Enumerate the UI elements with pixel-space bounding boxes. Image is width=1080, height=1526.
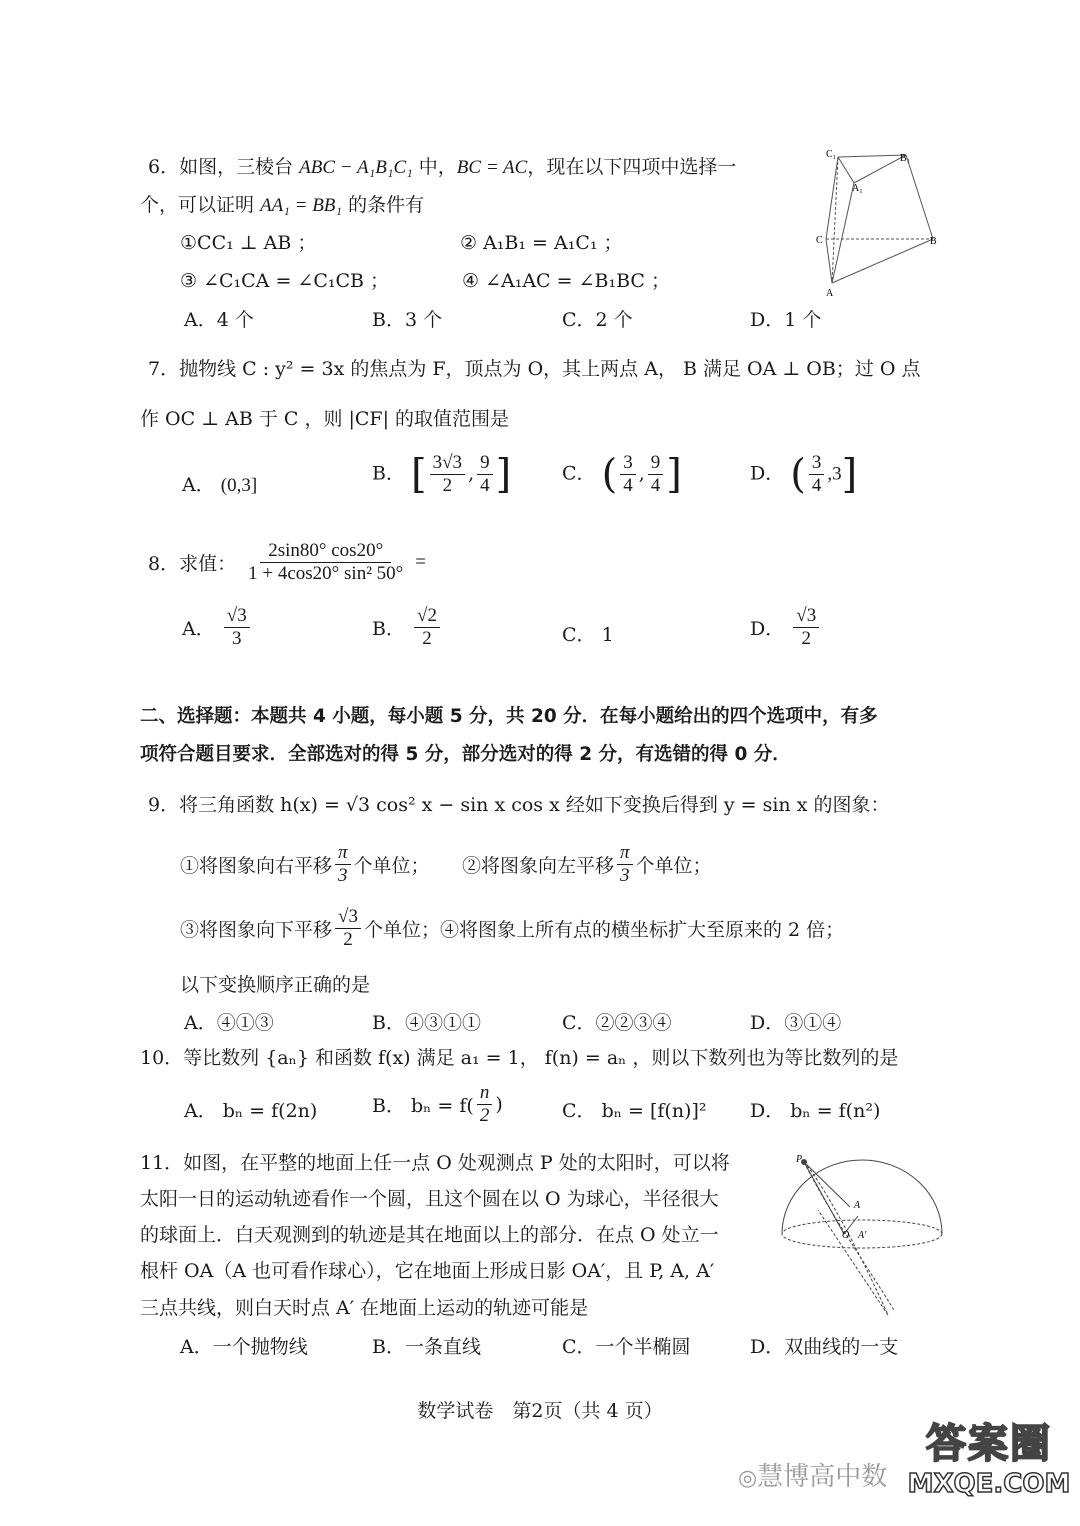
fig-label-a1: A₁ [852, 183, 863, 194]
q6-condition-2: ② A₁B₁ = A₁C₁ ； [460, 232, 623, 254]
q11-line5: 三点共线，则白天时点 A′ 在地面上运动的轨迹可能是 [140, 1297, 589, 1319]
q8-option-b: B． $\frac{√2}{2}$ [372, 605, 443, 650]
q6-line2: 个，可以证明 AA₁ = BB₁ 的条件有 [140, 194, 425, 216]
q8-expression: 8．求值： $\frac{2\sin 80^\circ \cos 20^\circ}{\text{1 + 4cos20° sin² 50°}}$ = [148, 540, 427, 584]
q6-option-b: B．3 个 [372, 309, 443, 331]
q11-option-a: A．一个抛物线 [180, 1336, 308, 1358]
q9-step-1: ①将图象向右平移 $\frac{\pi}{3}$ 个单位； [180, 842, 430, 886]
section2-header-line1: 二、选择题：本题共 4 小题，每小题 5 分，共 20 分．在每小题给出的四个选项中，有多 [140, 706, 878, 727]
fig-label-c: C [816, 235, 823, 246]
q9-option-d: D．③①④ [750, 1012, 842, 1034]
q11-line3: 的球面上．白天观测到的轨迹是其在地面以上的部分．在点 O 处立一 [140, 1224, 719, 1246]
site-logo: 答案圈 MXQE.COM [907, 1421, 1071, 1499]
q7-option-b: B． [ $\frac{3√3}{2}$ , $\frac{9}{4}$ ] [372, 451, 512, 498]
q11-line4: 根杆 OA（A 也可看作球心），它在地面上形成日影 OA′，且 P, A, A′ [140, 1260, 715, 1282]
fig-label-b1: B₁ [900, 153, 911, 164]
q7-option-a: A． (0,3] [182, 474, 258, 496]
page-footer: 数学试卷 第2页（共 4 页） [417, 1400, 663, 1422]
q9-option-b: B．④③①① [372, 1012, 481, 1034]
q10-option-d: D． bₙ = f(n²) [750, 1100, 881, 1122]
wechat-icon: ◎ [738, 1466, 758, 1491]
fig-label-c1: C₁ [826, 149, 837, 160]
q6-option-a: A．4 个 [184, 309, 254, 331]
fig-label-a-prime: A′ [858, 1230, 867, 1241]
q9-line1: 9．将三角函数 h(x) = √3 cos² x − sin x cos x 经如下变换后得到 y = sin x 的图象： [148, 794, 890, 816]
q6-option-d: D．1 个 [750, 309, 822, 331]
q8-option-c: C． 1 [562, 624, 614, 646]
q9-line4: 以下变换顺序正确的是 [180, 974, 371, 996]
q6-condition-3: ③ ∠C₁CA = ∠C₁CB ； [180, 270, 390, 292]
q10-option-b: B． bₙ = f( $\frac{n}{2}$ ) [372, 1082, 503, 1126]
q7-option-c: C． ( $\frac{3}{4}$ , $\frac{9}{4}$ ] [562, 451, 682, 498]
q9-step-3-4: ③将图象向下平移 $\frac{√3}{2}$ 个单位；④将图象上所有点的横坐标扩大至原来的 2 倍； [180, 906, 845, 950]
q6-frustum-figure [818, 145, 948, 300]
fig-label-a: A [826, 288, 834, 299]
fig-label-o: O [842, 1230, 850, 1241]
q8-option-d: D． $\frac{√3}{2}$ [750, 605, 822, 650]
fig-label-b: B [930, 236, 937, 247]
q11-line2: 太阳一日的运动轨迹看作一个圆，且这个圆在以 O 为球心，半径很大 [140, 1188, 719, 1210]
q6-option-c: C．2 个 [562, 309, 633, 331]
q8-option-a: A． $\frac{√3}{3}$ [182, 605, 253, 650]
q11-hemisphere-figure [778, 1150, 946, 1320]
q7-line1: 7．抛物线 C : y² = 3x 的焦点为 F，顶点为 O，其上两点 A， B 满足 OA ⊥ OB；过 O 点 [148, 358, 921, 380]
q11-option-d: D．双曲线的一支 [750, 1336, 899, 1358]
wechat-watermark: ◎慧博高中数 [738, 1462, 888, 1492]
q10-option-c: C． bₙ = [f(n)]² [562, 1100, 707, 1122]
q6-condition-1: ①CC₁ ⊥ AB ； [180, 232, 317, 254]
q10-line1: 10．等比数列 {aₙ} 和函数 f(x) 满足 a₁ = 1， f(n) = aₙ ，则以下数列也为等比数列的是 [140, 1047, 899, 1069]
q10-option-a: A． bₙ = f(2n) [184, 1100, 318, 1122]
q9-step-2: ②将图象向左平移 $\frac{\pi}{3}$ 个单位； [462, 842, 712, 886]
q6-condition-4: ④ ∠A₁AC = ∠B₁BC ； [462, 270, 670, 292]
q11-line1: 11．如图，在平整的地面上任一点 O 处观测点 P 处的太阳时，可以将 [140, 1152, 730, 1174]
q9-option-a: A．④①③ [184, 1012, 274, 1034]
q6-line1: 6．如图，三棱台 ABC − A₁B₁C₁ 中，BC = AC，现在以下四项中选择一 [148, 156, 737, 178]
q7-option-d: D． ( $\frac{3}{4}$ ,3] [750, 451, 858, 498]
section2-header-line2: 项符合题目要求．全部选对的得 5 分，部分选对的得 2 分，有选错的得 0 分． [140, 744, 791, 765]
q9-option-c: C．②②③④ [562, 1012, 672, 1034]
q7-line2: 作 OC ⊥ AB 于 C ，则 |CF| 的取值范围是 [140, 408, 510, 430]
fig-label-p: P [796, 1154, 803, 1165]
fig-label-a: A [854, 1200, 861, 1211]
q11-option-b: B．一条直线 [372, 1336, 481, 1358]
q11-option-c: C．一个半椭圆 [562, 1336, 691, 1358]
